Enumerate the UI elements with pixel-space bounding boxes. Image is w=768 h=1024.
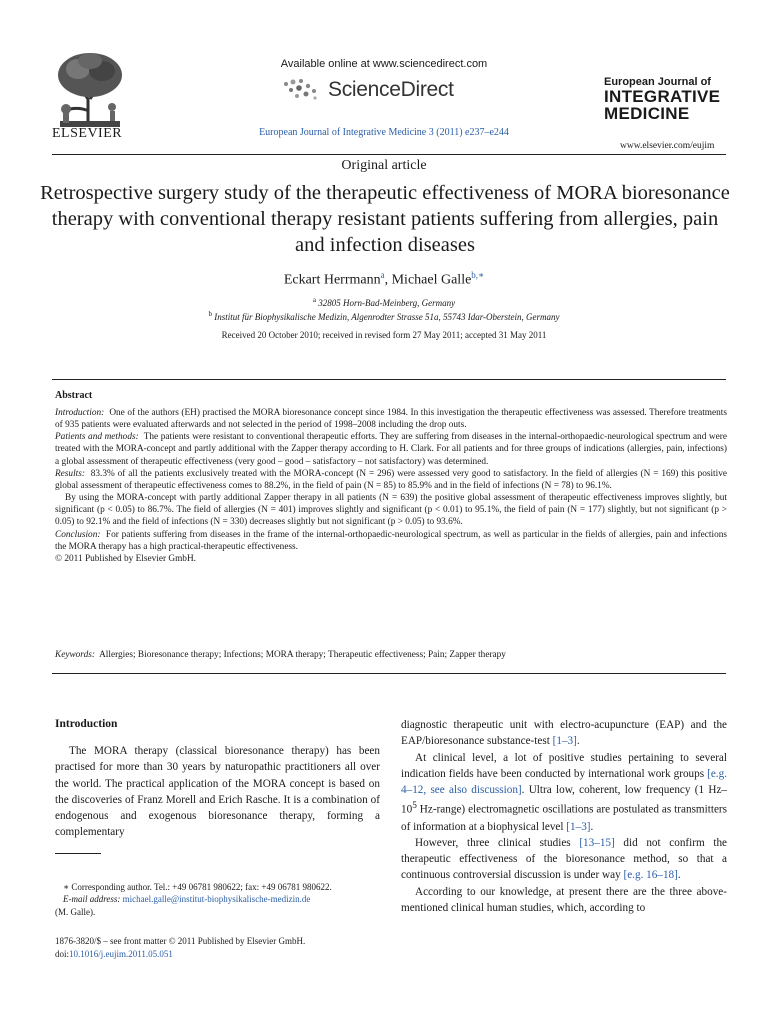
para-text: At clinical level, a lot of positive studies pertaining to several indication fields have been conducted by international work groups [401, 751, 727, 780]
doi-line [55, 948, 305, 961]
para-text: diagnostic therapeutic unit with electro-acupuncture (EAP) and the EAP/bioresonance substance-test [401, 719, 727, 748]
author-2-affil[interactable]: b,∗ [471, 270, 485, 280]
para-text: However, three clinical studies [415, 836, 571, 849]
email-line [55, 893, 385, 905]
citation-link[interactable]: [1–3] [552, 735, 577, 748]
citation-link[interactable]: [1–3] [566, 820, 591, 833]
sciencedirect-wordmark: ScienceDirect [328, 78, 454, 101]
keywords [55, 650, 727, 660]
abstract-top-divider [52, 379, 726, 380]
abstract-results [55, 468, 727, 492]
para-text: did not confirm the therapeutic effectiveness of the bioresonance method, so that a continuous controversial discussion is under way [401, 836, 728, 882]
journal-logo-top: European Journal of [604, 76, 711, 88]
affiliation-b [0, 310, 768, 322]
abstract-bottom-divider [52, 673, 726, 674]
abstract-conclusion-label: Conclusion: [55, 529, 101, 540]
journal-logo-title [604, 88, 720, 122]
author-1: Eckart Herrmann [283, 272, 381, 288]
abstract-results-text-1: 83.3% of all the patients exclusively treated with the MORA-concept (N = 296) were assessed very good to satisfactory. In the field of allergies (N = 169) this positive global assessment of therapeutic effectiveness comes to 88.2%, in the field of pain (N = 85) to 85.9% and in the field of infections (N = 78) to 96.1%. [55, 468, 728, 491]
journal-citation[interactable]: European Journal of Integrative Medicine 3 (2011) e237–e244 [259, 127, 509, 138]
right-column [401, 717, 727, 916]
abstract-conclusion-text: For patients suffering from diseases in the frame of the internal-orthopaedic-neurological spectrum, as well as particular in the fields of allergies, pain and infections the MORA therapy has a high practical-therapeutic effectiveness. [55, 529, 727, 552]
abstract-heading: Abstract [55, 390, 93, 401]
keywords-label: Keywords: [55, 650, 95, 660]
received-dates: Received 20 October 2010; received in revised form 27 May 2011; accepted 31 May 2011 [221, 330, 547, 340]
article-title: Retrospective surgery study of the therapeutic effectiveness of MORA bioresonance therapy with conventional therapy resistant patients suffering from allergies, pain and infection diseases [40, 182, 730, 256]
email-label: E-mail address: [63, 894, 121, 905]
page-footer [55, 935, 305, 960]
affiliation-a [0, 296, 768, 308]
abstract-methods [55, 431, 727, 467]
journal-url[interactable]: www.elsevier.com/eujim [620, 141, 715, 151]
citation-link[interactable]: [e.g. 4–12, see also discussion] [401, 767, 727, 797]
exponent: 5 [412, 801, 417, 812]
intro-paragraph-1: The MORA therapy (classical bioresonance therapy) has been practised for more than 30 years by naturopathic practitioners all over the world. The practical application of the MORA concept is based on the discoveries of Franz Morell and Erich Rasche. It is a combination of endogenous and exogenous bioresonance therapy, forming a complementary [55, 745, 380, 839]
citation-link[interactable]: [13–15] [579, 836, 615, 849]
footnote-divider [55, 853, 101, 854]
para-text: . Ultra low, coherent, low frequency (1 Hz–10 [401, 784, 727, 817]
affiliation-a-mark: a [312, 296, 316, 304]
introduction-heading: Introduction [55, 718, 118, 730]
intro-paragraph-3: However, three clinical studies [13–15] did not confirm the therapeutic effectiveness of the bioresonance method, so that a continuous controversial discussion is under way [e.g. 16–18]. [401, 836, 728, 882]
issn-line: 1876-3820/$ – see front matter © 2011 Published by Elsevier GmbH. [55, 936, 306, 946]
abstract-intro-text: One of the authors (EH) practised the MORA bioresonance concept since 1984. In this investigation the therapeutic effectiveness was assessed. Therefore treatments of 935 patients were evaluated afterwards and not selected in the period of 1998–2008 including the drop outs. [55, 408, 727, 431]
sciencedirect-dots-icon [282, 78, 322, 102]
doi-label: doi: [55, 948, 70, 959]
doi-link[interactable]: 10.1016/j.eujim.2011.05.051 [69, 948, 173, 959]
abstract-body [55, 407, 727, 565]
abstract-results-2: By using the MORA-concept with partly additional Zapper therapy in all patients (N = 639) the positive global assessment of therapeutic effectiveness improves slightly, but significant (p < 0.05) to 86.7%. The field of allergies (N = 401) improves slightly and significant (p < 0.01) to 95.1%, the field of pain (N = 177) slightly, but not significant (p > 0.05) to 92.1% and the field of infections (N = 330) decreases slightly but not significant (p > 0.05) to 93.6%. [55, 493, 727, 528]
affiliation-b-mark: b [208, 310, 212, 318]
corresponding-footnote [55, 881, 385, 918]
abstract-copyright: © 2011 Published by Elsevier GmbH. [55, 553, 196, 564]
email-link[interactable]: michael.galle@institut-biophysikalische-medizin.de [122, 894, 311, 905]
intro-paragraph-cont: diagnostic therapeutic unit with electro-acupuncture (EAP) and the EAP/bioresonance substance-test [1–3]. [401, 719, 727, 748]
abstract-methods-text: The patients were resistant to conventional therapeutic efforts. They are suffering from diseases in the internal-orthopaedic-neurological spectrum and were treated with the MORA-concept and partly additional with the Zapper therapy according to H. Clark. For all patients and for three groups of indications (allergies, pain, infections) a global assessment of therapeutic effectiveness (very good – good – satisfactory – not satisfactory) was determined. [55, 432, 727, 467]
header-divider [52, 154, 726, 155]
abstract-introduction [55, 407, 727, 431]
sciencedirect-logo [282, 78, 454, 102]
intro-paragraph-2: At clinical level, a lot of positive studies pertaining to several indication fields have been conducted by international work groups [e.g. 4–12, see also discussion]. Ultra low, coherent, low frequency (1 $Hz-10^5$ Hz-range) electromagnetic oscillations are postulated as transmitters of information at a biophysical level [1–3]. [401, 751, 727, 833]
affiliation-b-text: Institut für Biophysikalische Medizin, Algenrodter Strasse 51a, 55743 Idar-Oberstein, Germany [214, 312, 560, 322]
journal-logo-line2: MEDICINE [604, 104, 690, 123]
abstract-intro-label: Introduction: [55, 408, 105, 418]
intro-paragraph-4: According to our knowledge, at present there are the three above-mentioned clinical human studies, which, according to [401, 885, 727, 914]
email-owner: (M. Galle). [55, 906, 96, 917]
abstract-results-label: Results: [55, 468, 85, 479]
authors: Eckart Herrmann$^a$, Michael Galle$^{b,∗}$ [283, 270, 485, 288]
affiliation-a-text: 32805 Horn-Bad-Meinberg, Germany [318, 298, 456, 308]
journal-logo-line1: INTEGRATIVE [604, 87, 721, 106]
citation-link[interactable]: [e.g. 16–18] [623, 869, 678, 882]
abstract-methods-label: Patients and methods: [55, 432, 139, 443]
author-2: Michael Galle [391, 272, 472, 288]
author-1-affil[interactable]: a [380, 270, 385, 280]
publisher-name: ELSEVIER [52, 126, 123, 141]
para-text: Hz-range) electromagnetic oscillations are postulated as transmitters of information at a biophysical level [401, 804, 727, 833]
left-column [55, 743, 380, 841]
abstract-conclusion [55, 529, 727, 553]
article-type: Original article [341, 158, 427, 173]
corresponding-author: ∗ Corresponding author. Tel.: +49 06781 980622; fax: +49 06781 980622. [63, 882, 332, 892]
available-online-text: Available online at www.sciencedirect.com [280, 58, 488, 70]
keywords-list: Allergies; Bioresonance therapy; Infections; MORA therapy; Therapeutic effectiveness; Pain; Zapper therapy [99, 650, 506, 660]
